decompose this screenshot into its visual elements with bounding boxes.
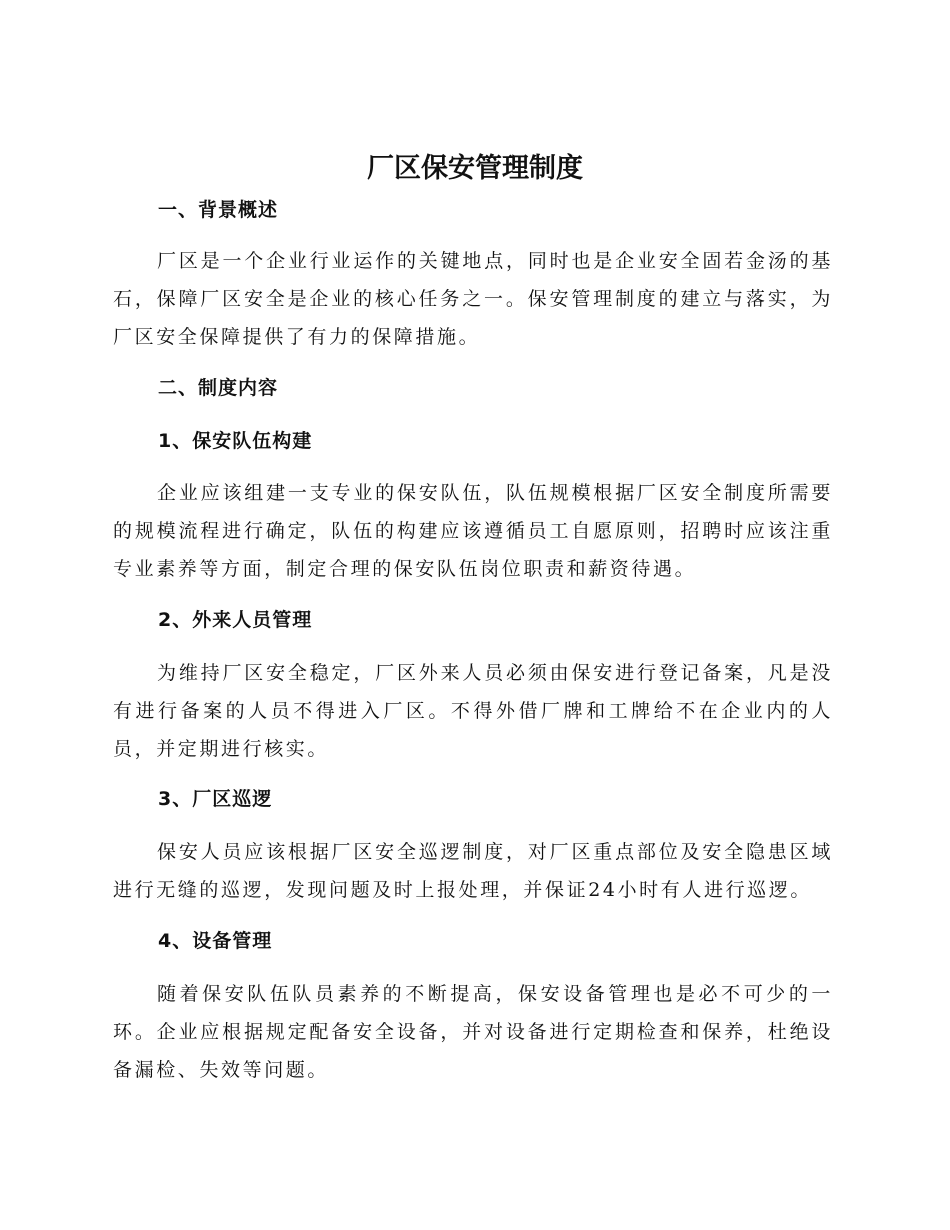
paragraph-equipment: 随着保安队伍队员素养的不断提高，保安设备管理也是必不可少的一环。企业应根据规定配备安全设备，并对设备进行定期检查和保养，杜绝设备漏检、失效等问题。 — [113, 983, 833, 1081]
section-heading-visitor-management: 2、外来人员管理 — [158, 609, 313, 631]
paragraph-visitor-management: 为维持厂区安全稳定，厂区外来人员必须由保安进行登记备案，凡是没有进行备案的人员不得进入厂区。不得外借厂牌和工牌给不在企业内的人员，并定期进行核实。 — [113, 662, 833, 760]
document-title: 厂区保安管理制度 — [367, 153, 583, 184]
section-heading-equipment: 4、设备管理 — [158, 930, 273, 952]
section-heading-patrol: 3、厂区巡逻 — [158, 788, 273, 810]
paragraph-patrol: 保安人员应该根据厂区安全巡逻制度，对厂区重点部位及安全隐患区域进行无缝的巡逻，发现问题及时上报处理，并保证24小时有人进行巡逻。 — [113, 841, 833, 901]
section-heading-content: 二、制度内容 — [158, 377, 279, 399]
paragraph-background: 厂区是一个企业行业运作的关键地点，同时也是企业安全固若金汤的基石，保障厂区安全是企业的核心任务之一。保安管理制度的建立与落实，为厂区安全保障提供了有力的保障措施。 — [113, 250, 833, 348]
section-heading-background: 一、背景概述 — [158, 199, 279, 221]
paragraph-security-team: 企业应该组建一支专业的保安队伍，队伍规模根据厂区安全制度所需要的规模流程进行确定，队伍的构建应该遵循员工自愿原则，招聘时应该注重专业素养等方面，制定合理的保安队伍岗位职责和薪资待遇。 — [113, 482, 833, 580]
section-heading-security-team: 1、保安队伍构建 — [158, 430, 313, 452]
